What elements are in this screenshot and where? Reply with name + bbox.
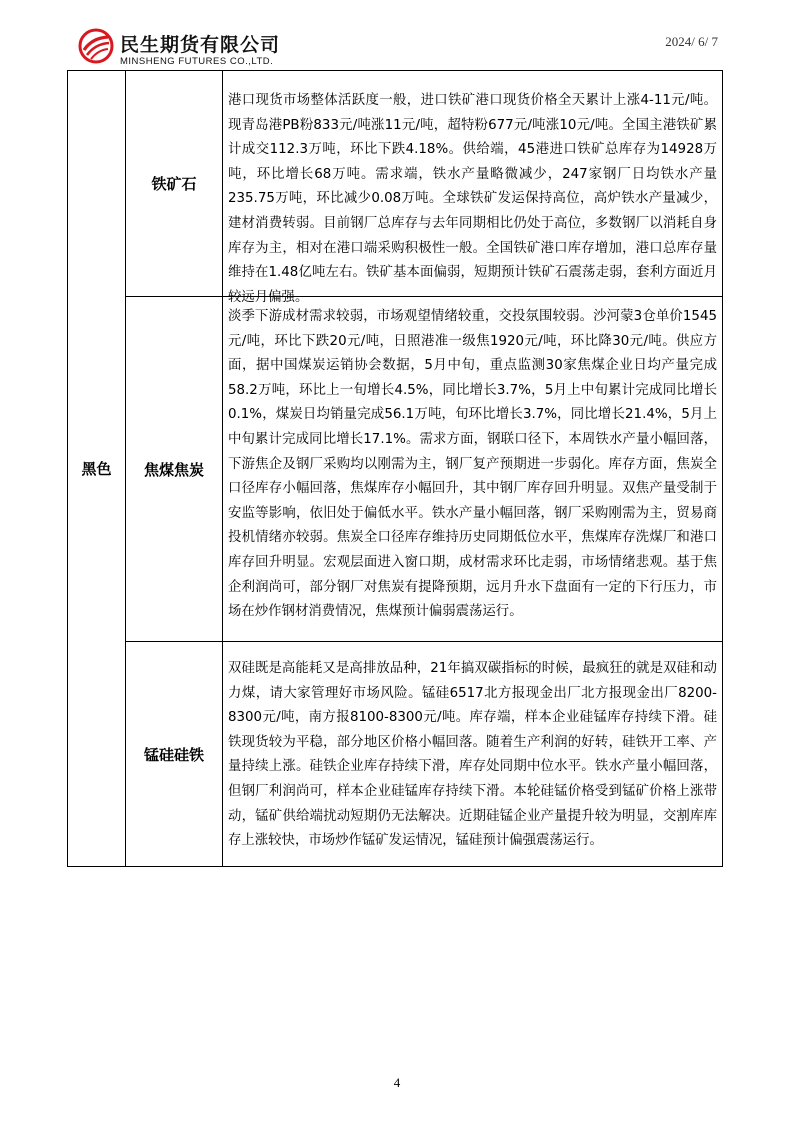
company-name-cn: 民生期货有限公司 xyxy=(120,34,281,56)
table-row xyxy=(126,641,722,866)
commodity-table xyxy=(67,70,723,867)
page-number: 4 xyxy=(393,1075,401,1090)
commodity-name: 铁矿石 xyxy=(126,71,223,296)
commodity-name: 焦煤焦炭 xyxy=(126,297,223,641)
minsheng-logo-icon xyxy=(78,28,114,64)
table-row xyxy=(126,296,722,641)
commodity-analysis: 双硅既是高能耗又是高排放品种，21年搞双碳指标的时候，最疯狂的就是双硅和动力煤，请大家管理好市场风险。锰硅6517北方报现金出厂北方报现金出厂8200-8300元/吨，南方报8100-8300元/吨。库存端，样本企业硅锰库存持续下滑。硅铁现货较为平稳，部分地区价格小幅回落。随着生产利润的好转，硅铁开工率、产量持续上涨。硅铁企业库存持续下滑，库存处同期中位水平。铁水产量小幅回落，但钢厂利润尚可，样本企业硅锰库存持续下滑。本轮硅锰价格受到锰矿价格上涨带动，锰矿供给端扰动短期仍无法解决。近期硅锰企业产量提升较为明显，交割库库存上涨较快，市场炒作锰矿发运情况，锰硅预计偏强震荡运行。 xyxy=(228,661,717,849)
commodity-analysis: 港口现货市场整体活跃度一般，进口铁矿港口现货价格全天累计上涨4-11元/吨。现青岛港PB粉833元/吨涨11元/吨，超特粉677元/吨涨10元/吨。全国主港铁矿累计成交112.3万吨，环比下跌4.18%。供给端，45港进口铁矿总库存为14928万吨，环比增长68万吨。需求端，铁水产量略微减少，247家钢厂日均铁水产量235.75万吨，环比减少0.08万吨。全球铁矿发运保持高位，高炉铁水产量减少，建材消费转弱。目前钢厂总库存与去年同期相比仍处于高位，多数钢厂以消耗自身库存为主，相对在港口端采购积极性一般。全国铁矿港口库存增加，港口总库存量维持在1.48亿吨左右。铁矿基本面偏弱，短期预计铁矿石震荡走弱，套利方面近月较远月偏强。 xyxy=(228,93,717,305)
commodity-name: 锰硅硅铁 xyxy=(126,642,223,866)
table-row xyxy=(126,71,722,305)
company-name-en: MINSHENG FUTURES CO.,LTD. xyxy=(120,56,274,67)
report-date: 2024/ 6/ 7 xyxy=(665,34,718,49)
commodity-analysis: 淡季下游成材需求较弱，市场观望情绪较重，交投氛围较弱。沙河蒙3仓单价1545元/吨，环比下跌20元/吨，日照港准一级焦1920元/吨，环比降30元/吨。供应方面，据中国煤炭运销协会数据，5月中旬，重点监测30家焦煤企业日均产量完成58.2万吨，环比上一旬增长4.5%，同比增长3.7%，5月上中旬累计完成同比增长0.1%，煤炭日均销量完成56.1万吨，旬环比增长3.7%，同比增长21.4%，5月上中旬累计完成同比增长17.1%。需求方面，钢联口径下，本周铁水产量小幅回落，下游焦企及钢厂采购均以刚需为主，钢厂复产预期进一步弱化。库存方面，焦炭全口径库存小幅回落，焦煤库存小幅回升，其中钢厂库存回升明显。双焦产量受制于安监等影响，依旧处于偏低水平。铁水产量小幅回落，钢厂采购刚需为主，贸易商投机情绪亦较弱。焦炭全口径库存维持历史同期低位水平，焦煤库存洗煤厂和港口库存回升明显。宏观层面进入窗口期，成材需求环比走弱，市场情绪悲观。基于焦企利润尚可，部分钢厂对焦炭有提降预期，远月升水下盘面有一定的下行压力，市场在炒作钢材消费情况，焦煤预计偏弱震荡运行。 xyxy=(228,309,717,620)
sector-label: 黑色 xyxy=(68,71,126,866)
page-header xyxy=(78,26,718,70)
